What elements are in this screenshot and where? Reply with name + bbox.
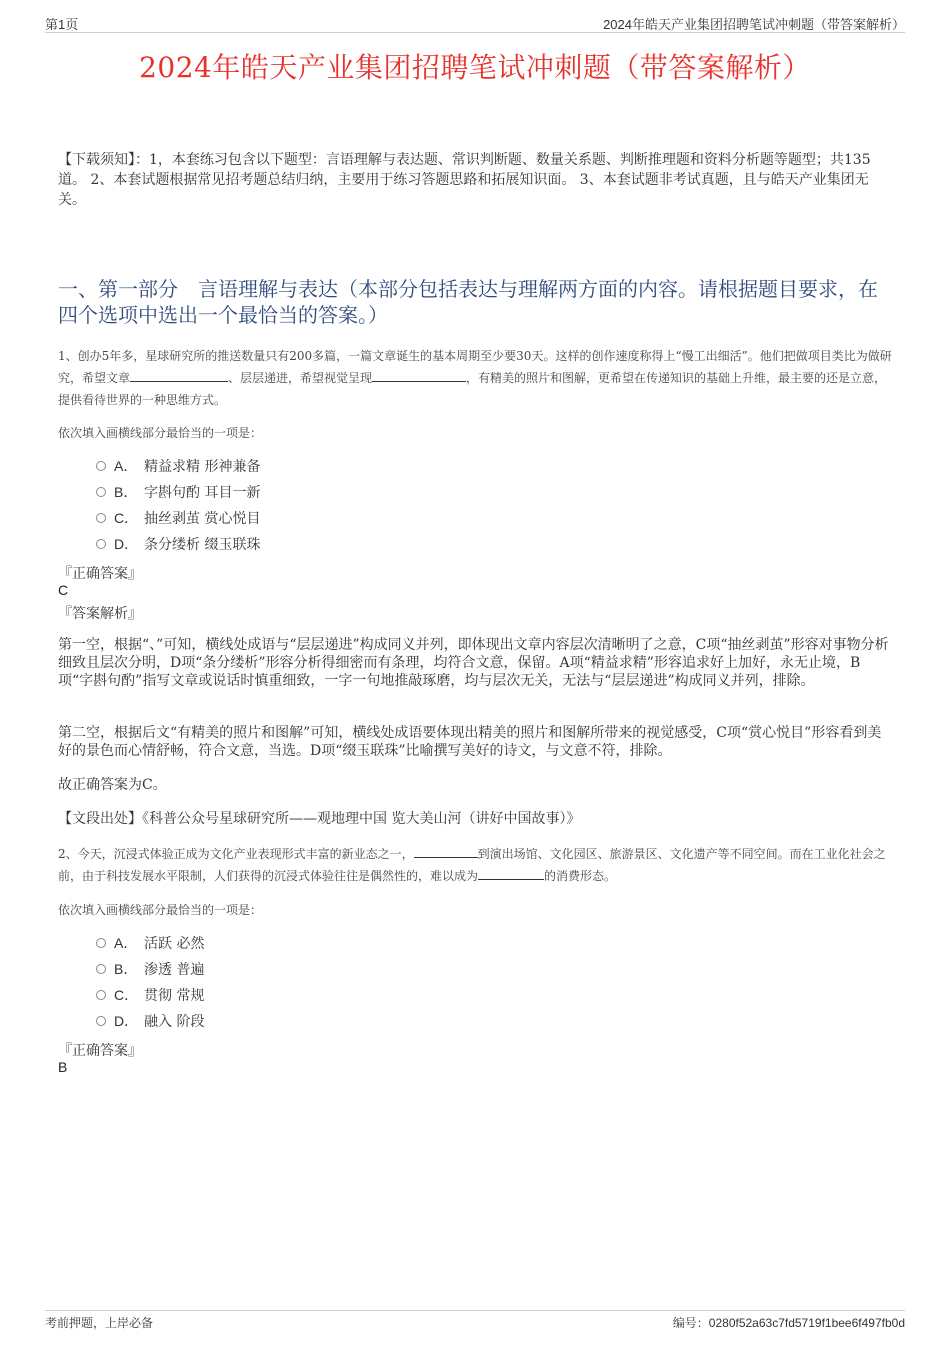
- option-letter: D．: [114, 536, 139, 552]
- header-divider: [45, 32, 905, 33]
- option-text: 抽丝剥茧 赏心悦目: [144, 511, 261, 527]
- option-letter: D．: [114, 1013, 139, 1029]
- download-notice: 【下载须知】：1，本套练习包含以下题型：言语理解与表达题、常识判断题、数量关系题、判断推理题和资料分析题等题型；共135道。 2、本套试题根据常见招考题总结归纳，主要用于练习答题思路和拓展知识面。 3、本套试题非考试真题，且与皓天产业集团无关。: [58, 152, 871, 208]
- question-1-stem-part3: ，有精美的照片和图解，更希望在传递知识的基础上升维，最主要的还是立意，提供看待世界的一种思维方式。: [58, 371, 887, 407]
- question-2-prompt: 依次填入画横线部分最恰当的一项是：: [58, 903, 263, 917]
- question-1-conclusion: 故正确答案为C。: [58, 777, 167, 793]
- option-text: 条分缕析 缀玉联珠: [144, 537, 261, 553]
- question-1-stem-part2: 、层层递进，希望视觉呈现: [228, 371, 373, 385]
- question-2-blank-2: [478, 865, 544, 880]
- radio-icon[interactable]: [96, 964, 106, 974]
- question-2-option-d[interactable]: [96, 1011, 204, 1031]
- question-1-analysis-label: 『答案解析』: [58, 606, 142, 622]
- question-2-option-c[interactable]: [96, 985, 204, 1005]
- footer-code-label: 编号：: [672, 1316, 709, 1330]
- question-1-answer: C: [58, 582, 69, 598]
- question-1-stem: [58, 345, 898, 411]
- option-letter: A．: [114, 935, 138, 951]
- question-2-answer-label: 『正确答案』: [58, 1043, 142, 1059]
- question-2-stem-part1: 2、今天，沉浸式体验正成为文化产业表现形式丰富的新业态之一，: [58, 847, 414, 861]
- question-1-prompt: 依次填入画横线部分最恰当的一项是：: [58, 426, 263, 440]
- question-1-option-b[interactable]: [96, 482, 260, 502]
- question-2-stem: [58, 843, 898, 887]
- option-text: 活跃 必然: [144, 936, 205, 952]
- option-text: 字斟句酌 耳目一新: [144, 485, 261, 501]
- option-text: 融入 阶段: [144, 1014, 205, 1030]
- footer-code: [673, 1314, 905, 1331]
- option-text: 渗透 普遍: [144, 962, 205, 978]
- footer-slogan: 考前押题，上岸必备: [45, 1316, 154, 1330]
- option-letter: A．: [114, 458, 138, 474]
- radio-icon[interactable]: [96, 1016, 106, 1026]
- option-text: 贯彻 常规: [144, 988, 205, 1004]
- footer-divider: [45, 1310, 905, 1311]
- question-2-option-a[interactable]: [96, 933, 204, 953]
- question-1-stem-part1: 1、创办5年多，星球研究所的推送数量只有200多篇，一篇文章诞生的基本周期至少要30天。这样的创作速度称得上“慢工出细活”。他们把做项目类比为做研究，希望文章: [58, 349, 892, 385]
- question-1-option-c[interactable]: [96, 508, 260, 528]
- radio-icon[interactable]: [96, 461, 106, 471]
- question-2-blank-1: [414, 843, 478, 858]
- option-letter: C．: [114, 510, 139, 526]
- question-1-blank-2: [372, 367, 466, 382]
- header-doc-title: 2024年皓天产业集团招聘笔试冲刺题（带答案解析）: [603, 17, 905, 32]
- question-2-stem-part2: 到演出场馆、文化园区、旅游景区、文化遗产等不同空间。而在工业化社会之前，由于科技发展水平限制，人们获得的沉浸式体验往往是偶然性的，难以成为: [58, 847, 886, 883]
- footer-code-value: 0280f52a63c7fd5719f1bee6f497fb0d: [708, 1316, 905, 1330]
- page-title: 2024年皓天产业集团招聘笔试冲刺题（带答案解析）: [139, 51, 811, 84]
- question-1-analysis-paragraph-1: 第一空，根据“、”可知，横线处成语与“层层递进”构成同义并列，即体现出文章内容层次清晰明了之意，C项“抽丝剥茧”形容对事物分析细致且层次分明，D项“条分缕析”形容分析得细密而有条理，均符合文意，保留。A项“精益求精”形容追求好上加好，永无止境，B项“字斟句酌”指写文章或说话时慎重细致，一字一句地推敲琢磨，均与层次无关，无法与“层层递进”构成同义并列，排除。: [58, 637, 889, 689]
- option-text: 精益求精 形神兼备: [144, 459, 261, 475]
- question-1-option-a[interactable]: [96, 456, 260, 476]
- question-2-answer: B: [58, 1059, 68, 1075]
- radio-icon[interactable]: [96, 513, 106, 523]
- question-1-answer-label: 『正确答案』: [58, 566, 142, 582]
- section-title: 一、第一部分 言语理解与表达（本部分包括表达与理解两方面的内容。请根据题目要求，在四个选项中选出一个最恰当的答案。）: [58, 277, 878, 327]
- option-letter: B．: [114, 484, 138, 500]
- radio-icon[interactable]: [96, 938, 106, 948]
- question-1-analysis-paragraph-2: 第二空，根据后文“有精美的照片和图解”可知，横线处成语要体现出精美的照片和图解所带来的视觉感受，C项“赏心悦目”形容看到美好的景色而心情舒畅，符合文意，当选。D项“缀玉联珠”比喻撰写美好的诗文，与文意不符，排除。: [58, 725, 882, 759]
- option-letter: C．: [114, 987, 139, 1003]
- question-1-option-d[interactable]: [96, 534, 260, 554]
- question-1-blank-1: [130, 367, 228, 382]
- radio-icon[interactable]: [96, 990, 106, 1000]
- radio-icon[interactable]: [96, 487, 106, 497]
- page-number: 第1页: [45, 17, 79, 32]
- question-2-stem-part3: 的消费形态。: [544, 869, 617, 883]
- question-2-option-b[interactable]: [96, 959, 204, 979]
- radio-icon[interactable]: [96, 539, 106, 549]
- option-letter: B．: [114, 961, 138, 977]
- question-1-source: 【文段出处】《科普公众号星球研究所——观地理中国 览大美山河（讲好中国故事）》: [58, 811, 581, 827]
